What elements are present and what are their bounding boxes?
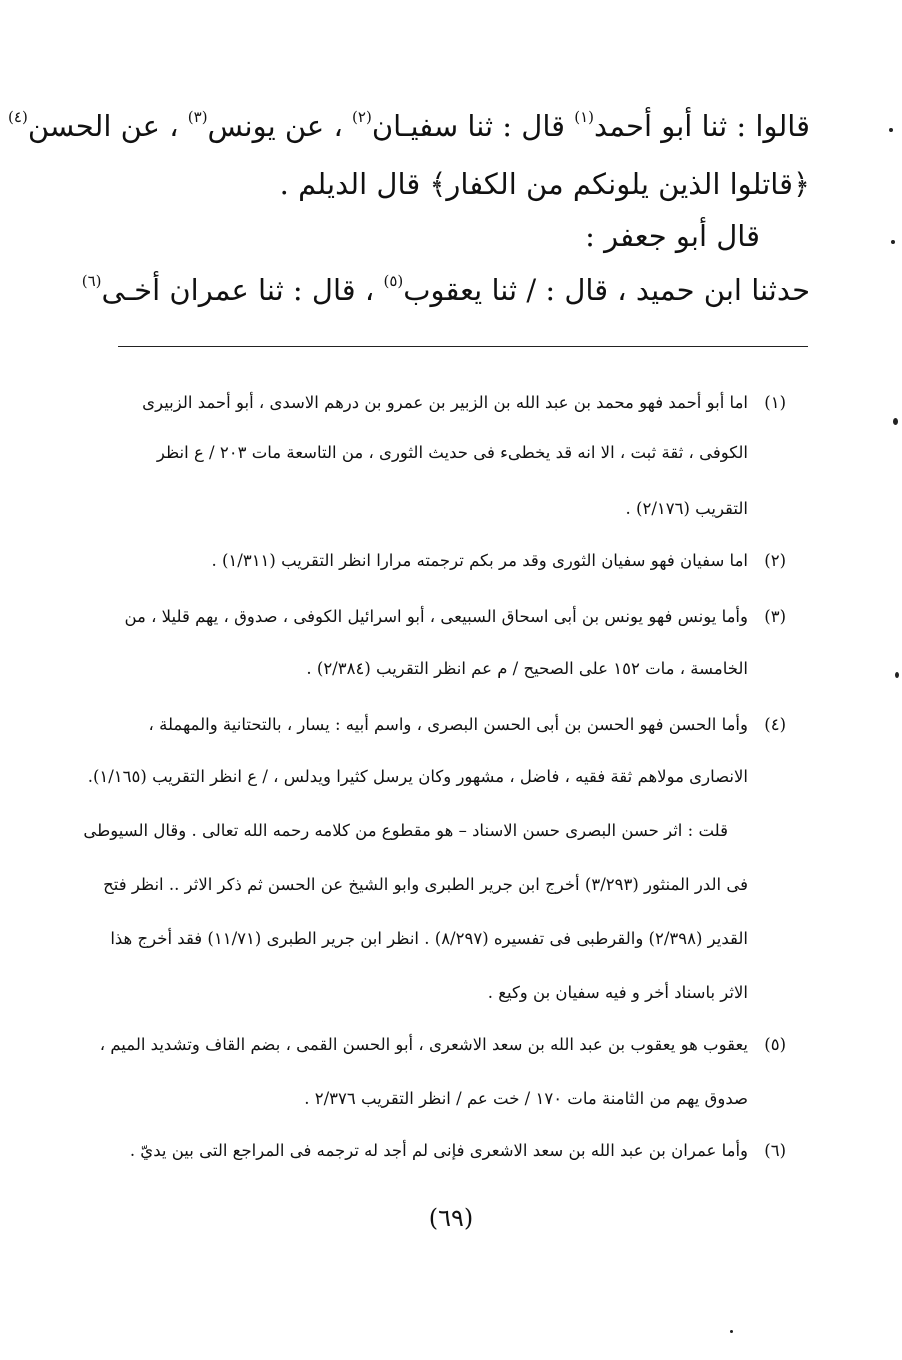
main-line-3: قال أبو جعفر : — [585, 219, 760, 253]
footnote-4-line-5: القدير (٢/٣٩٨) والقرطبى فى تفسيره (٨/٢٩٧) . انظر ابن جرير الطبرى (١١/٧١) فقد أخرج هذا — [110, 929, 748, 948]
footnote-number-4: (٤) — [764, 715, 786, 734]
main-line-4: حدثنا ابن حميد ، قال : / ثنا يعقوب$^{(٥)}$ ، قال : ثنا عمران أخـى$^{(٦)}$ — [81, 272, 810, 307]
footnote-1-line-1: (١)اما أبو أحمد فهو محمد بن عبد الله بن الزبير بن عمرو بن درهم الاسدى ، أبو أحمد الزبيرى — [142, 390, 786, 416]
footnote-5-line-2: صدوق يهم من الثامنة مات ١٧٠ / خت عم / انظر التقريب ٢/٣٧٦ . — [304, 1089, 748, 1108]
footnote-4-line-1: (٤)وأما الحسن فهو الحسن بن أبى الحسن البصرى ، واسم أبيه : يسار ، بالتحتانية والمهملة ، — [149, 712, 786, 738]
footnote-ref-1: (١) — [574, 108, 595, 126]
footnote-number-3: (٣) — [764, 607, 786, 626]
footnote-ref-6: (٦) — [81, 272, 102, 290]
footnote-number-5: (٥) — [764, 1035, 786, 1054]
footnote-ref-5: (٥) — [383, 272, 404, 290]
footnote-number-2: (٢) — [764, 551, 786, 570]
scan-speck — [889, 128, 893, 132]
footnote-1-line-2: الكوفى ، ثقة ثبت ، الا انه قد يخطىء فى حديث الثورى ، من التاسعة مات ٢٠٣ / ع انظر — [156, 443, 748, 462]
footnote-4-line-2: الانصارى مولاهم ثقة فقيه ، فاضل ، مشهور وكان يرسل كثيرا ويدلس ، / ع انظر التقريب (١/١٦٥). — [87, 767, 748, 786]
footnote-4-line-4: فى الدر المنثور (٣/٢٩٣) أخرج ابن جرير الطبرى وابو الشيخ عن الحسن ثم ذكر الاثر .. انظر فتح — [103, 875, 748, 894]
page-number: (٦٩) — [428, 1204, 474, 1232]
footnote-3-line-1: (٣)وأما يونس فهو يونس بن أبى اسحاق السبيعى ، أبو اسرائيل الكوفى ، صدوق ، يهم قليلا ، من — [124, 604, 786, 630]
footnote-ref-4: (٤) — [8, 108, 28, 126]
footnote-2-line-1: (٢)اما سفيان فهو سفيان الثورى وقد مر بكم ترجمته مرارا انظر التقريب (١/٣١١) . — [211, 548, 786, 574]
scan-speck — [895, 672, 899, 678]
footnote-4-line-6: الاثر باسناد أخر و فيه سفيان بن وكيع . — [487, 983, 748, 1002]
scan-speck — [893, 418, 898, 425]
footnote-ref-2: (٢) — [352, 108, 372, 126]
main-line-1: قالوا : ثنا أبو أحمد$^{(١)}$ قال : ثنا سفيـان$^{(٢)}$ ، عن يونس$^{(٣)}$ ، عن الحسن$^{(٤)}$ — [8, 108, 810, 143]
footnote-ref-3: (٣) — [187, 108, 208, 126]
footnote-3-line-2: الخامسة ، مات ١٥٢ على الصحيح / م عم انظر التقريب (٢/٣٨٤) . — [306, 659, 748, 678]
footnote-number-1: (١) — [764, 393, 786, 412]
footnote-1-line-3: التقريب (٢/١٧٦) . — [625, 499, 748, 518]
scan-speck — [730, 1330, 733, 1333]
footnote-divider — [118, 346, 808, 347]
footnote-4-line-3: قلت : اثر حسن البصرى حسن الاسناد – هو مقطوع من كلامه رحمه الله تعالى . وقال السيوطى — [83, 821, 728, 840]
footnote-5-line-1: (٥)يعقوب هو يعقوب بن عبد الله بن سعد الاشعرى ، أبو الحسن القمى ، بضم القاف وتشديد الميم ، — [100, 1032, 786, 1058]
scan-speck — [891, 240, 895, 244]
main-line-2: ﴿قاتلوا الذين يلونكم من الكفار﴾ قال الديلم . — [279, 167, 810, 201]
footnote-6-line-1: (٦)وأما عمران بن عبد الله بن سعد الاشعرى فإنى لم أجد له ترجمه فى المراجع التى بين يديّ . — [130, 1138, 786, 1164]
footnote-number-6: (٦) — [764, 1141, 786, 1160]
